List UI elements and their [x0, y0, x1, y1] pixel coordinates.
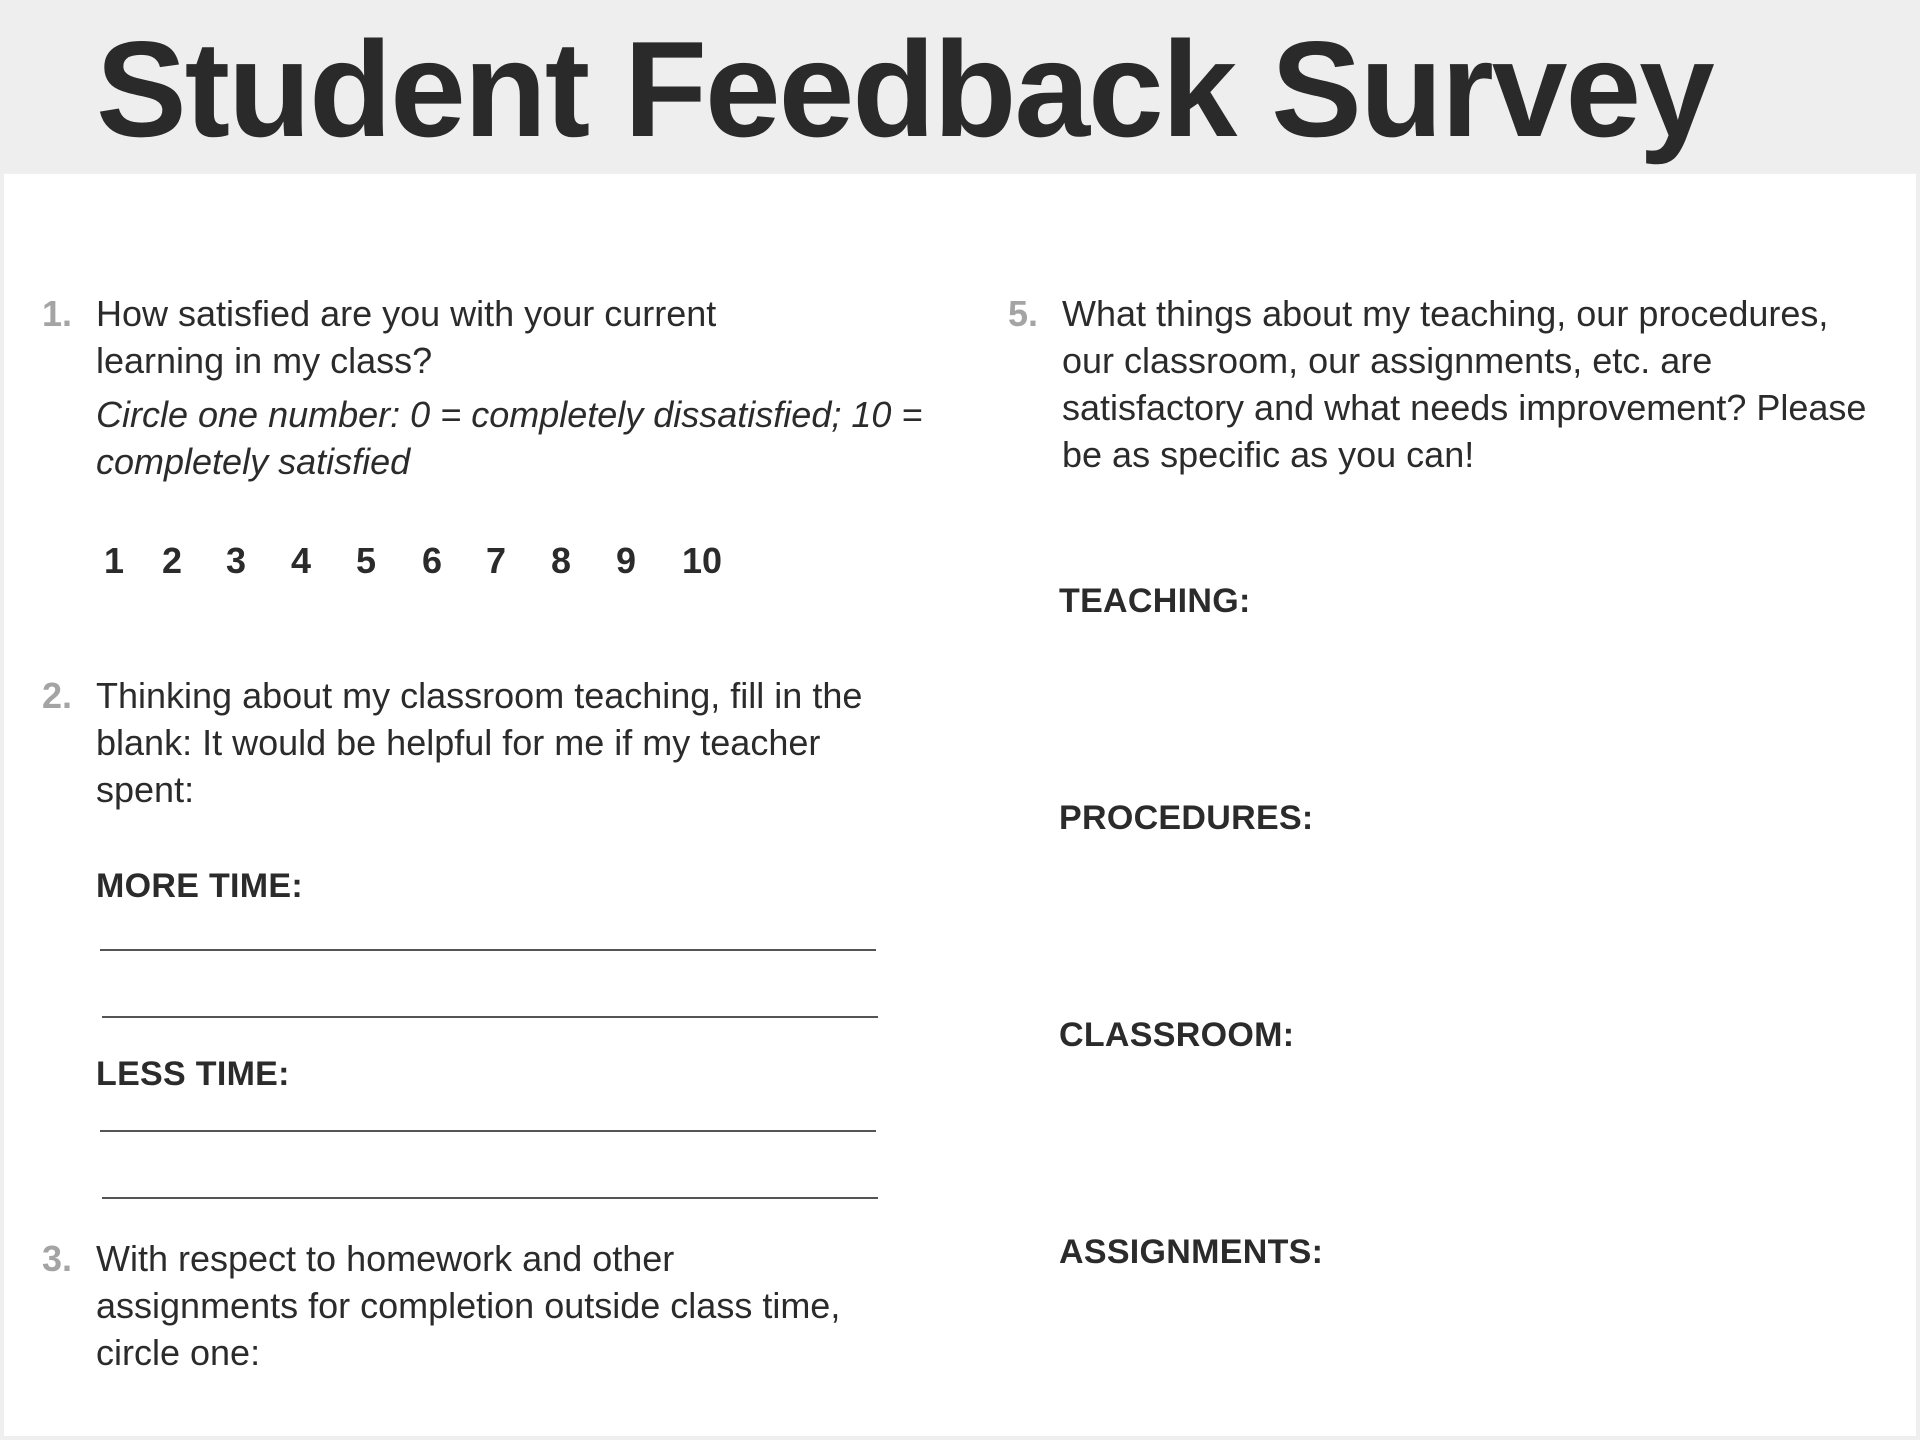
scale-option-2[interactable]: 2: [162, 540, 183, 581]
scale-option-5[interactable]: 5: [356, 540, 377, 581]
survey-sheet: [4, 174, 1916, 1436]
less-time-line-1[interactable]: [100, 1130, 876, 1132]
question-1: [42, 290, 936, 485]
scale-option-4[interactable]: 4: [291, 540, 312, 581]
question-3: [42, 1235, 856, 1376]
scale-option-8[interactable]: 8: [551, 540, 572, 581]
question-2-text: Thinking about my classroom teaching, fill in the blank: It would be helpful for me if my teacher spent:: [96, 675, 863, 810]
scale-option-7[interactable]: 7: [486, 540, 507, 581]
question-2-number: 2.: [42, 675, 73, 716]
question-5: [1008, 290, 1882, 478]
less-time-line-2[interactable]: [102, 1197, 878, 1199]
scale-option-10[interactable]: 10: [682, 540, 723, 581]
more-time-label: MORE TIME:: [96, 867, 303, 905]
question-3-text: With respect to homework and other assignments for completion outside class time, circle one:: [96, 1238, 841, 1373]
question-5-number: 5.: [1008, 293, 1039, 334]
scale-option-9[interactable]: 9: [616, 540, 637, 581]
question-3-number: 3.: [42, 1238, 73, 1279]
satisfaction-scale: [104, 536, 744, 586]
scale-option-3[interactable]: 3: [226, 540, 247, 581]
teaching-label: TEACHING:: [1059, 582, 1251, 620]
question-1-text: How satisfied are you with your current learning in my class?: [96, 293, 717, 381]
assignments-label: ASSIGNMENTS:: [1059, 1233, 1324, 1271]
classroom-label: CLASSROOM:: [1059, 1016, 1295, 1054]
question-1-note: Circle one number: 0 = completely dissatisfied; 10 = completely satisfied: [96, 394, 923, 482]
less-time-label: LESS TIME:: [96, 1055, 290, 1093]
header-band: [0, 0, 1920, 172]
scale-option-1[interactable]: 1: [104, 540, 125, 581]
page-title: Student Feedback Survey: [96, 13, 1713, 165]
scale-option-6[interactable]: 6: [422, 540, 443, 581]
procedures-label: PROCEDURES:: [1059, 799, 1314, 837]
question-5-text: What things about my teaching, our procedures, our classroom, our assignments, etc. are satisfactory and what needs improvement? Please be as specific as you can!: [1062, 293, 1867, 475]
question-2: [42, 672, 896, 813]
more-time-line-2[interactable]: [102, 1016, 878, 1018]
more-time-line-1[interactable]: [100, 949, 876, 951]
question-1-number: 1.: [42, 293, 73, 334]
